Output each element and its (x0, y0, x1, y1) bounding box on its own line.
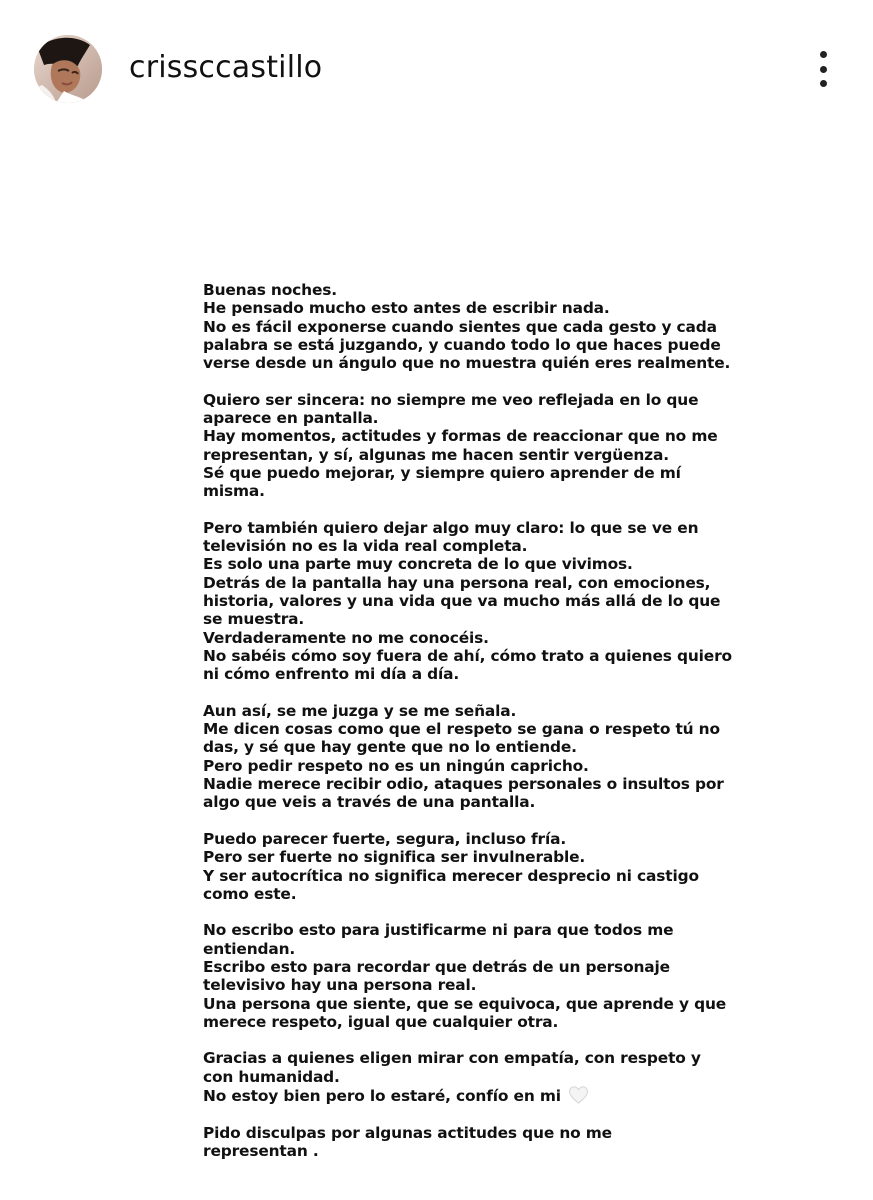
text-line: Escribo esto para recordar que detrás de un personaje (203, 957, 670, 976)
text-line: Pero también quiero dejar algo muy claro: lo que se ve en (203, 518, 699, 537)
text-line: Pero ser fuerte no significa ser invulnerable. (203, 848, 586, 867)
text-line: Pero pedir respeto no es un ningún capricho. (203, 756, 589, 775)
profile-photo (34, 35, 102, 103)
text-line: Una persona que siente, que se equivoca, que aprende y que (203, 994, 727, 1013)
text-line-with-heart (203, 1086, 693, 1105)
text-line: No sabéis cómo soy fuera de ahí, cómo trato a quienes quiero (203, 646, 732, 665)
username[interactable]: crissccastillo (129, 50, 323, 85)
text-line: Hay momentos, actitudes y formas de reaccionar que no me (203, 427, 718, 446)
text-line: Y ser autocrítica no significa merecer desprecio ni castigo (203, 866, 699, 885)
text-line: palabra se está juzgando, y cuando todo lo que haces puede (203, 335, 721, 354)
story-header (0, 0, 873, 140)
text-line: aparece en pantalla. (203, 409, 379, 428)
white-heart-icon (568, 1086, 589, 1104)
text-line: televisivo hay una persona real. (203, 976, 477, 995)
text-line: historia, valores y una vida que va mucho más allá de lo que (203, 592, 721, 611)
text-line: Verdaderamente no me conocéis. (203, 628, 489, 647)
text-line: Nadie merece recibir odio, ataques personales o insultos por (203, 775, 724, 794)
paragraph (203, 1049, 701, 1106)
more-options-button[interactable] (805, 48, 841, 90)
paragraph (203, 518, 732, 684)
text-line: entiendan. (203, 939, 296, 958)
more-vertical-icon (820, 80, 827, 87)
paragraph (203, 829, 699, 903)
more-vertical-icon (820, 51, 827, 58)
text-line: Detrás de la pantalla hay una persona real, con emociones, (203, 573, 711, 592)
text-line: Aun así, se me juzga y se me señala. (203, 701, 517, 720)
text-line: Buenas noches. (203, 281, 337, 299)
text-line: Puedo parecer fuerte, segura, incluso fría. (203, 829, 567, 848)
text-line: ni cómo enfrento mi día a día. (203, 665, 460, 684)
text-line: Sé que puedo mejorar, y siempre quiero aprender de mí (203, 463, 681, 482)
text-line: Quiero ser sincera: no siempre me veo reflejada en lo que (203, 390, 699, 409)
text-line: No es fácil exponerse cuando sientes que cada gesto y cada (203, 317, 717, 336)
text-line: Gracias a quienes eligen mirar con empatía, con respeto y (203, 1049, 701, 1068)
text-line: televisión no es la vida real completa. (203, 537, 528, 556)
paragraph (203, 701, 724, 812)
avatar[interactable] (34, 35, 102, 103)
text-line: He pensado mucho esto antes de escribir nada. (203, 299, 610, 318)
text-line: Me dicen cosas como que el respeto se gana o respeto tú no (203, 720, 720, 739)
text-line: con humanidad. (203, 1067, 340, 1086)
text-line: algo que veis a través de una pantalla. (203, 793, 536, 812)
text-line: merece respeto, igual que cualquier otra. (203, 1012, 559, 1031)
text-line: Es solo una parte muy concreta de lo que vivimos. (203, 555, 633, 574)
more-vertical-icon (820, 66, 827, 73)
paragraph (203, 1124, 693, 1161)
text-line: das, y sé que hay gente que no lo entiende. (203, 738, 577, 757)
text-line: se muestra. (203, 610, 305, 629)
text-line: misma. (203, 482, 265, 501)
text-line: Pido disculpas por algunas actitudes que no me (203, 1123, 612, 1142)
text-line: No estoy bien pero lo estaré, confío en mi (203, 1087, 561, 1106)
paragraph (203, 281, 731, 373)
text-line: No escribo esto para justificarme ni para que todos me (203, 921, 674, 940)
text-line: representan, y sí, algunas me hacen sentir vergüenza. (203, 445, 669, 464)
story-text (203, 281, 732, 1160)
paragraph (203, 390, 718, 501)
text-line: representan . (203, 1141, 319, 1160)
text-line: verse desde un ángulo que no muestra quién eres realmente. (203, 354, 731, 373)
paragraph (203, 921, 727, 1031)
text-line: como este. (203, 884, 297, 903)
